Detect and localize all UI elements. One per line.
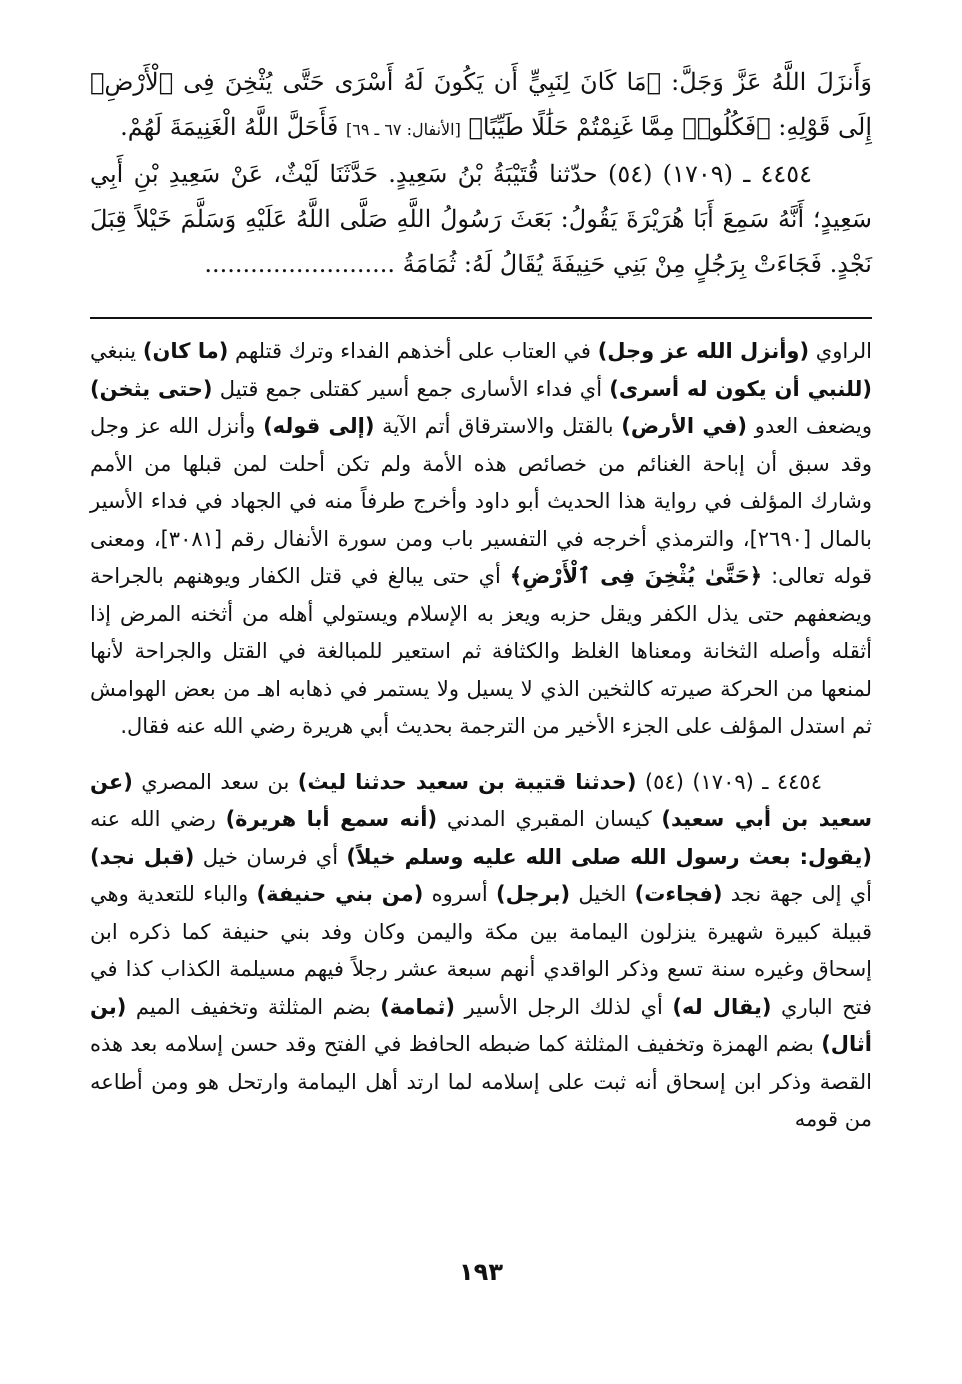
hadith-text-block [90, 60, 872, 287]
commentary-paragraph-2 [90, 764, 872, 1139]
bold-matn-quote: (فجاءت) [634, 882, 723, 906]
hadith-paragraph: ٤٤٥٤ ـ (١٧٠٩) (٥٤) حدّثنا قُتَيْبَةُ بْنُ سَعِيدٍ. حَدَّثَنَا لَيْثٌ، عَنْ سَعِيدِ بْنِ أَبِي سَعِيدٍ؛ أَنَّهُ سَمِعَ أَبَا هُرَيْرَةَ يَقُولُ: بَعَثَ رَسُولُ اللَّهِ صَلَّى اللَّهُ عَلَيْهِ وَسَلَّمَ خَيْلاً قِبَلَ نَجْدٍ. فَجَاءَتْ بِرَجُلٍ مِنْ بَنِي حَنِيفَةَ يُقَالُ لَهُ: ثُمَامَةُ ......................... [90, 160, 872, 278]
bold-matn-quote: ﴿حَتَّىٰ يُثْخِنَ فِى ٱلْأَرْضِ﴾ [509, 564, 763, 588]
commentary-text: الخيل [570, 882, 635, 906]
page-number: ١٩٣ [459, 1258, 503, 1286]
bold-matn-quote: (في الأرض) [621, 414, 747, 438]
commentary-text: ويضعف العدو [747, 414, 872, 438]
commentary-text: بالقتل والاسترقاق أتم الآية [374, 414, 622, 438]
commentary-text: بضم المثلثة وتخفيف الميم [126, 994, 381, 1019]
bold-matn-quote: (حدثنا قتيبة بن سعيد حدثنا ليث) [297, 769, 637, 794]
commentary-text: أي فداء الأسارى جمع أسير كقتلى جمع قتيل [212, 376, 610, 401]
commentary-text: الراوي [809, 339, 872, 363]
commentary-text: ينبغي [90, 339, 143, 363]
footnote-divider [90, 317, 872, 319]
verse-reference: [الأنفال: ٦٧ ـ ٦٩] [346, 120, 461, 139]
commentary-text: أي لذلك الرجل الأسير [455, 994, 673, 1019]
commentary-text: والباء للتعدية وهي قبيلة كبيرة شهيرة ينزلون اليمامة بين مكة واليمن وكان وفد بني حنيفة كما ذكره ابن إسحاق وغيره سنة تسع وذكر الواقدي أنهم سبعة عشر رجلاً فيهم مسيلمة الكذاب كذا في فتح الباري [90, 882, 873, 1019]
bold-matn-quote: (ثمامة) [380, 994, 455, 1019]
verse-tail: فَأَحَلَّ اللَّهُ الْغَنِيمَةَ لَهُمْ. [120, 113, 339, 141]
commentary-text: أسروه [423, 882, 497, 906]
bold-matn-quote: (للنبي أن يكون له أسرى) [609, 376, 873, 401]
commentary-text: أي إلى جهة نجد [722, 882, 872, 906]
verse-intro: وَأَنزَلَ اللَّهُ عَزَّ وَجَلَّ: ﴿مَا كَانَ لِنَبِيٍّ أَن يَكُونَ لَهُ أَسْرَى حَتَّى يُثْخِنَ فِى ٱلْأَرْضِ﴾ إِلَى قَوْلِهِ: ﴿فَكُلُوا۟ مِمَّا غَنِمْتُمْ حَلَٰلًا طَيِّبًا﴾ [90, 68, 872, 141]
bold-matn-quote: (عن سعيد بن أبي سعيد) [90, 769, 872, 831]
bold-matn-quote: (يقول: بعث رسول الله صلى الله عليه وسلم خيلاً) [346, 844, 872, 869]
book-page [90, 60, 872, 1350]
verse-paragraph [90, 60, 872, 152]
commentary-text: أي حتى يبالغ في قتل الكفار ويوهنهم بالجراحة ويضعفهم حتى يذل الكفر ويقل حزبه ويعز به الإسلام ويستولي أهله من أثخنه المرض إذا أثقله وأصله الثخانة ومعناها الغلظ والكثافة ثم استعير للمبالغة في القتل والجراحة لأنها لمنعها من الحركة صيرته كالثخين الذي لا يسيل ولا يستمر في ذهابه اهـ من بعض الهوامش ثم استدل المؤلف على الجزء الأخير من الترجمة بحديث أبي هريرة رضي الله عنه فقال. [90, 564, 872, 738]
bold-matn-quote: (أنه سمع أبا هريرة) [225, 807, 438, 831]
commentary-text: كيسان المقبري المدني [437, 807, 662, 831]
commentary-text: ٤٤٥٤ ـ (١٧٠٩) (٥٤) [636, 769, 822, 794]
commentary-text: بضم الهمزة وتخفيف المثلثة كما ضبطه الحافظ في الفتح وقد حسن إسلامه بعد هذه القصة وذكر ابن إسحاق أنه ثبت على إسلامه لما ارتد أهل اليمامة وارتحل هو ومن أطاعه من قومه [90, 1032, 872, 1131]
commentary-text: في العتاب على أخذهم الفداء وترك قتلهم [228, 339, 598, 363]
bold-matn-quote: (قبل نجد) [90, 844, 195, 869]
bold-matn-quote: (ما كان) [142, 339, 229, 363]
bold-matn-quote: (حتى يثخن) [90, 376, 213, 401]
bold-matn-quote: (بن أثال) [90, 994, 872, 1056]
bold-matn-quote: (يقال له) [672, 994, 772, 1019]
commentary-text: رضي الله عنه [90, 807, 226, 831]
bold-matn-quote: (من بني حنيفة) [256, 882, 424, 906]
commentary-text: وأنزل الله عز وجل وقد سبق أن إباحة الغنائم من خصائص هذه الأمة ولم تكن أحلت لمن قبلها من الأمم وشارك المؤلف في رواية هذا الحديث أبو داود وأخرج طرفاً منه في الجهاد في فداء الأسير بالمال [٢٦٩٠]، والترمذي أخرجه في التفسير باب ومن سورة الأنفال رقم [٣٠٨١]، ومعنى قوله تعالى: [90, 414, 872, 588]
commentary-block [90, 333, 872, 1139]
bold-matn-quote: (وأنزل الله عز وجل) [597, 339, 810, 363]
bold-matn-quote: (برجل) [496, 882, 571, 906]
commentary-text: بن سعد المصري [132, 769, 298, 794]
commentary-paragraph-1 [90, 333, 872, 746]
bold-matn-quote: (إلى قوله) [263, 414, 375, 438]
commentary-text: أي فرسان خيل [194, 844, 347, 869]
